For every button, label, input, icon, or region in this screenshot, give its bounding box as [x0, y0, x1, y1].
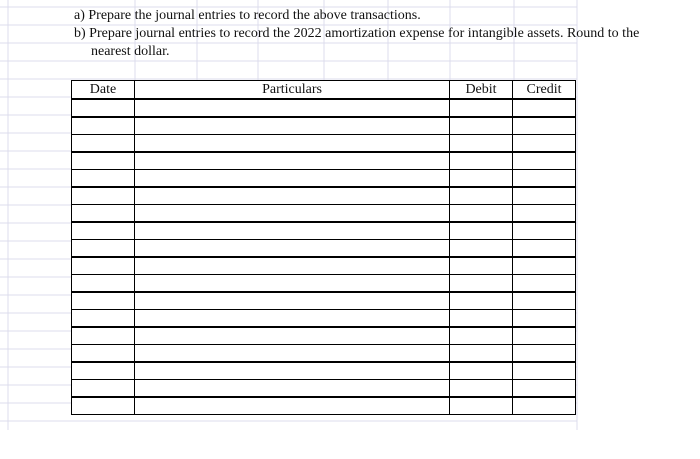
journal-row: [72, 310, 576, 328]
cell-particulars[interactable]: [135, 222, 450, 240]
journal-row: [72, 345, 576, 363]
cell-date[interactable]: [72, 152, 135, 170]
cell-credit[interactable]: [513, 362, 576, 380]
cell-debit[interactable]: [450, 222, 513, 240]
journal-row: [72, 240, 576, 258]
cell-particulars[interactable]: [135, 187, 450, 205]
cell-credit[interactable]: [513, 397, 576, 415]
journal-body: [72, 99, 576, 415]
cell-date[interactable]: [72, 345, 135, 363]
cell-particulars[interactable]: [135, 205, 450, 223]
instruction-part-b-continued: nearest dollar.: [91, 44, 170, 59]
cell-credit[interactable]: [513, 117, 576, 135]
cell-particulars[interactable]: [135, 170, 450, 188]
cell-date[interactable]: [72, 170, 135, 188]
cell-particulars[interactable]: [135, 362, 450, 380]
cell-credit[interactable]: [513, 310, 576, 328]
journal-row: [72, 292, 576, 310]
cell-credit[interactable]: [513, 170, 576, 188]
cell-debit[interactable]: [450, 257, 513, 275]
cell-date[interactable]: [72, 292, 135, 310]
cell-particulars[interactable]: [135, 345, 450, 363]
cell-date[interactable]: [72, 205, 135, 223]
cell-date[interactable]: [72, 222, 135, 240]
journal-row: [72, 187, 576, 205]
cell-date[interactable]: [72, 327, 135, 345]
cell-particulars[interactable]: [135, 135, 450, 153]
cell-date[interactable]: [72, 397, 135, 415]
cell-debit[interactable]: [450, 187, 513, 205]
instruction-part-b: b) Prepare journal entries to record the 2022 amortization expense for intangible assets. Round to the: [74, 26, 640, 41]
cell-date[interactable]: [72, 380, 135, 398]
journal-row: [72, 327, 576, 345]
cell-credit[interactable]: [513, 327, 576, 345]
cell-debit[interactable]: [450, 99, 513, 117]
header-debit: Debit: [450, 81, 513, 100]
header-credit: Credit: [513, 81, 576, 100]
cell-date[interactable]: [72, 187, 135, 205]
cell-particulars[interactable]: [135, 310, 450, 328]
cell-debit[interactable]: [450, 362, 513, 380]
header-date: Date: [72, 81, 135, 100]
cell-date[interactable]: [72, 310, 135, 328]
cell-debit[interactable]: [450, 240, 513, 258]
journal-row: [72, 205, 576, 223]
cell-debit[interactable]: [450, 170, 513, 188]
journal-row: [72, 380, 576, 398]
cell-date[interactable]: [72, 275, 135, 293]
cell-particulars[interactable]: [135, 257, 450, 275]
cell-credit[interactable]: [513, 152, 576, 170]
journal-row: [72, 117, 576, 135]
cell-debit[interactable]: [450, 397, 513, 415]
cell-credit[interactable]: [513, 380, 576, 398]
journal-row: [72, 135, 576, 153]
cell-particulars[interactable]: [135, 99, 450, 117]
cell-credit[interactable]: [513, 275, 576, 293]
journal-row: [72, 397, 576, 415]
cell-debit[interactable]: [450, 135, 513, 153]
cell-particulars[interactable]: [135, 117, 450, 135]
cell-credit[interactable]: [513, 205, 576, 223]
journal-header-row: [72, 81, 576, 100]
cell-debit[interactable]: [450, 310, 513, 328]
journal-row: [72, 170, 576, 188]
cell-debit[interactable]: [450, 152, 513, 170]
journal-row: [72, 99, 576, 117]
cell-debit[interactable]: [450, 380, 513, 398]
cell-date[interactable]: [72, 240, 135, 258]
cell-debit[interactable]: [450, 205, 513, 223]
cell-credit[interactable]: [513, 222, 576, 240]
journal-row: [72, 222, 576, 240]
cell-credit[interactable]: [513, 257, 576, 275]
cell-credit[interactable]: [513, 187, 576, 205]
cell-debit[interactable]: [450, 327, 513, 345]
cell-debit[interactable]: [450, 292, 513, 310]
cell-date[interactable]: [72, 362, 135, 380]
cell-credit[interactable]: [513, 135, 576, 153]
instruction-part-a: a) Prepare the journal entries to record the above transactions.: [74, 8, 421, 23]
cell-particulars[interactable]: [135, 275, 450, 293]
cell-date[interactable]: [72, 257, 135, 275]
journal-row: [72, 275, 576, 293]
cell-particulars[interactable]: [135, 292, 450, 310]
header-particulars: Particulars: [135, 81, 450, 100]
journal-row: [72, 152, 576, 170]
cell-credit[interactable]: [513, 240, 576, 258]
cell-particulars[interactable]: [135, 397, 450, 415]
cell-date[interactable]: [72, 99, 135, 117]
cell-particulars[interactable]: [135, 327, 450, 345]
instructions: [74, 7, 694, 61]
journal-row: [72, 362, 576, 380]
cell-date[interactable]: [72, 117, 135, 135]
journal-entry-table: [71, 80, 576, 415]
cell-particulars[interactable]: [135, 380, 450, 398]
cell-debit[interactable]: [450, 345, 513, 363]
cell-date[interactable]: [72, 135, 135, 153]
journal-row: [72, 257, 576, 275]
cell-credit[interactable]: [513, 345, 576, 363]
cell-credit[interactable]: [513, 99, 576, 117]
cell-debit[interactable]: [450, 275, 513, 293]
cell-particulars[interactable]: [135, 240, 450, 258]
cell-particulars[interactable]: [135, 152, 450, 170]
cell-debit[interactable]: [450, 117, 513, 135]
cell-credit[interactable]: [513, 292, 576, 310]
